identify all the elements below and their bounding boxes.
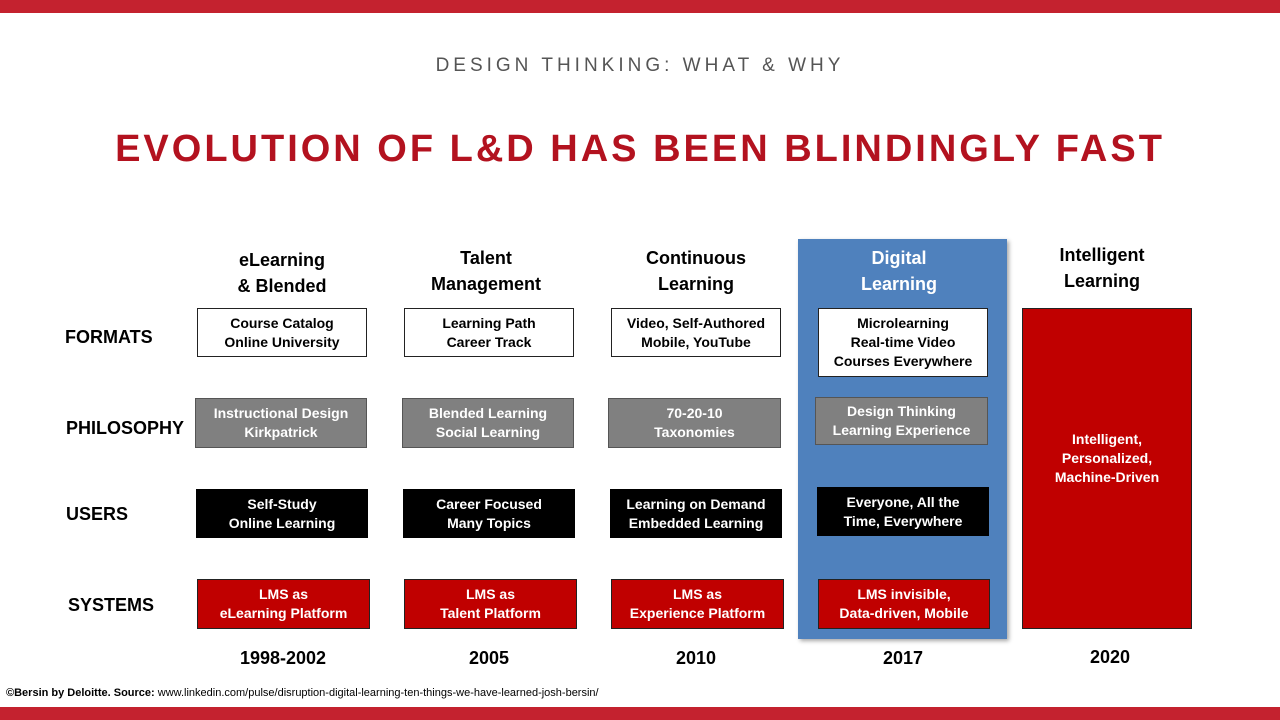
era-title-digital-learning: Digital Learning [860, 248, 937, 294]
slide-title: EVOLUTION OF L&D HAS BEEN BLINDINGLY FAST [115, 128, 1165, 170]
philosophy-box-elearning: Instructional Design Kirkpatrick [195, 398, 367, 448]
formats-box-continuous: Video, Self-Authored Mobile, YouTube [611, 308, 781, 357]
formats-box-elearning: Course Catalog Online University [197, 308, 367, 357]
row-label-philosophy: PHILOSOPHY [66, 418, 185, 438]
users-box-digital: Everyone, All the Time, Everywhere [817, 487, 989, 536]
era-title-intelligent-learning: Intelligent Learning [1059, 245, 1145, 291]
philosophy-box-continuous: 70-20-10 Taxonomies [608, 398, 781, 448]
users-box-elearning: Self-Study Online Learning [196, 489, 368, 538]
slide-subtitle: DESIGN THINKING: WHAT & WHY [435, 55, 845, 76]
era-title-talent-management: Talent Management [430, 248, 542, 294]
systems-box-talent: LMS as Talent Platform [404, 579, 577, 629]
top-accent-bar [0, 0, 1280, 13]
era-title-continuous-learning: Continuous Learning [646, 248, 746, 294]
systems-box-digital: LMS invisible, Data-driven, Mobile [818, 579, 990, 629]
intelligent-learning-box: Intelligent, Personalized, Machine-Driven [1022, 308, 1192, 629]
row-label-systems: SYSTEMS [68, 595, 155, 615]
year-label-2020: 2020 [1089, 647, 1131, 667]
philosophy-box-digital: Design Thinking Learning Experience [815, 397, 988, 445]
bottom-accent-bar [0, 707, 1280, 720]
users-box-continuous: Learning on Demand Embedded Learning [610, 489, 782, 538]
year-label-2017: 2017 [882, 648, 924, 668]
row-label-formats: FORMATS [65, 327, 153, 347]
users-box-talent: Career Focused Many Topics [403, 489, 575, 538]
era-title-elearning: eLearning & Blended [237, 250, 327, 296]
source-footer [6, 687, 599, 699]
row-label-users: USERS [66, 504, 129, 524]
year-label-2005: 2005 [468, 648, 510, 668]
footer-source-link[interactable]: www.linkedin.com/pulse/disruption-digital-learning-ten-things-we-have-learned-josh-bersin/ [157, 687, 599, 699]
systems-box-elearning: LMS as eLearning Platform [197, 579, 370, 629]
footer-credit: ©Bersin by Deloitte. Source: [6, 687, 155, 699]
year-label-1998-2002: 1998-2002 [239, 648, 327, 668]
year-label-2010: 2010 [675, 648, 717, 668]
formats-box-digital: Microlearning Real-time Video Courses Everywhere [818, 308, 988, 377]
systems-box-continuous: LMS as Experience Platform [611, 579, 784, 629]
philosophy-box-talent: Blended Learning Social Learning [402, 398, 574, 448]
formats-box-talent: Learning Path Career Track [404, 308, 574, 357]
